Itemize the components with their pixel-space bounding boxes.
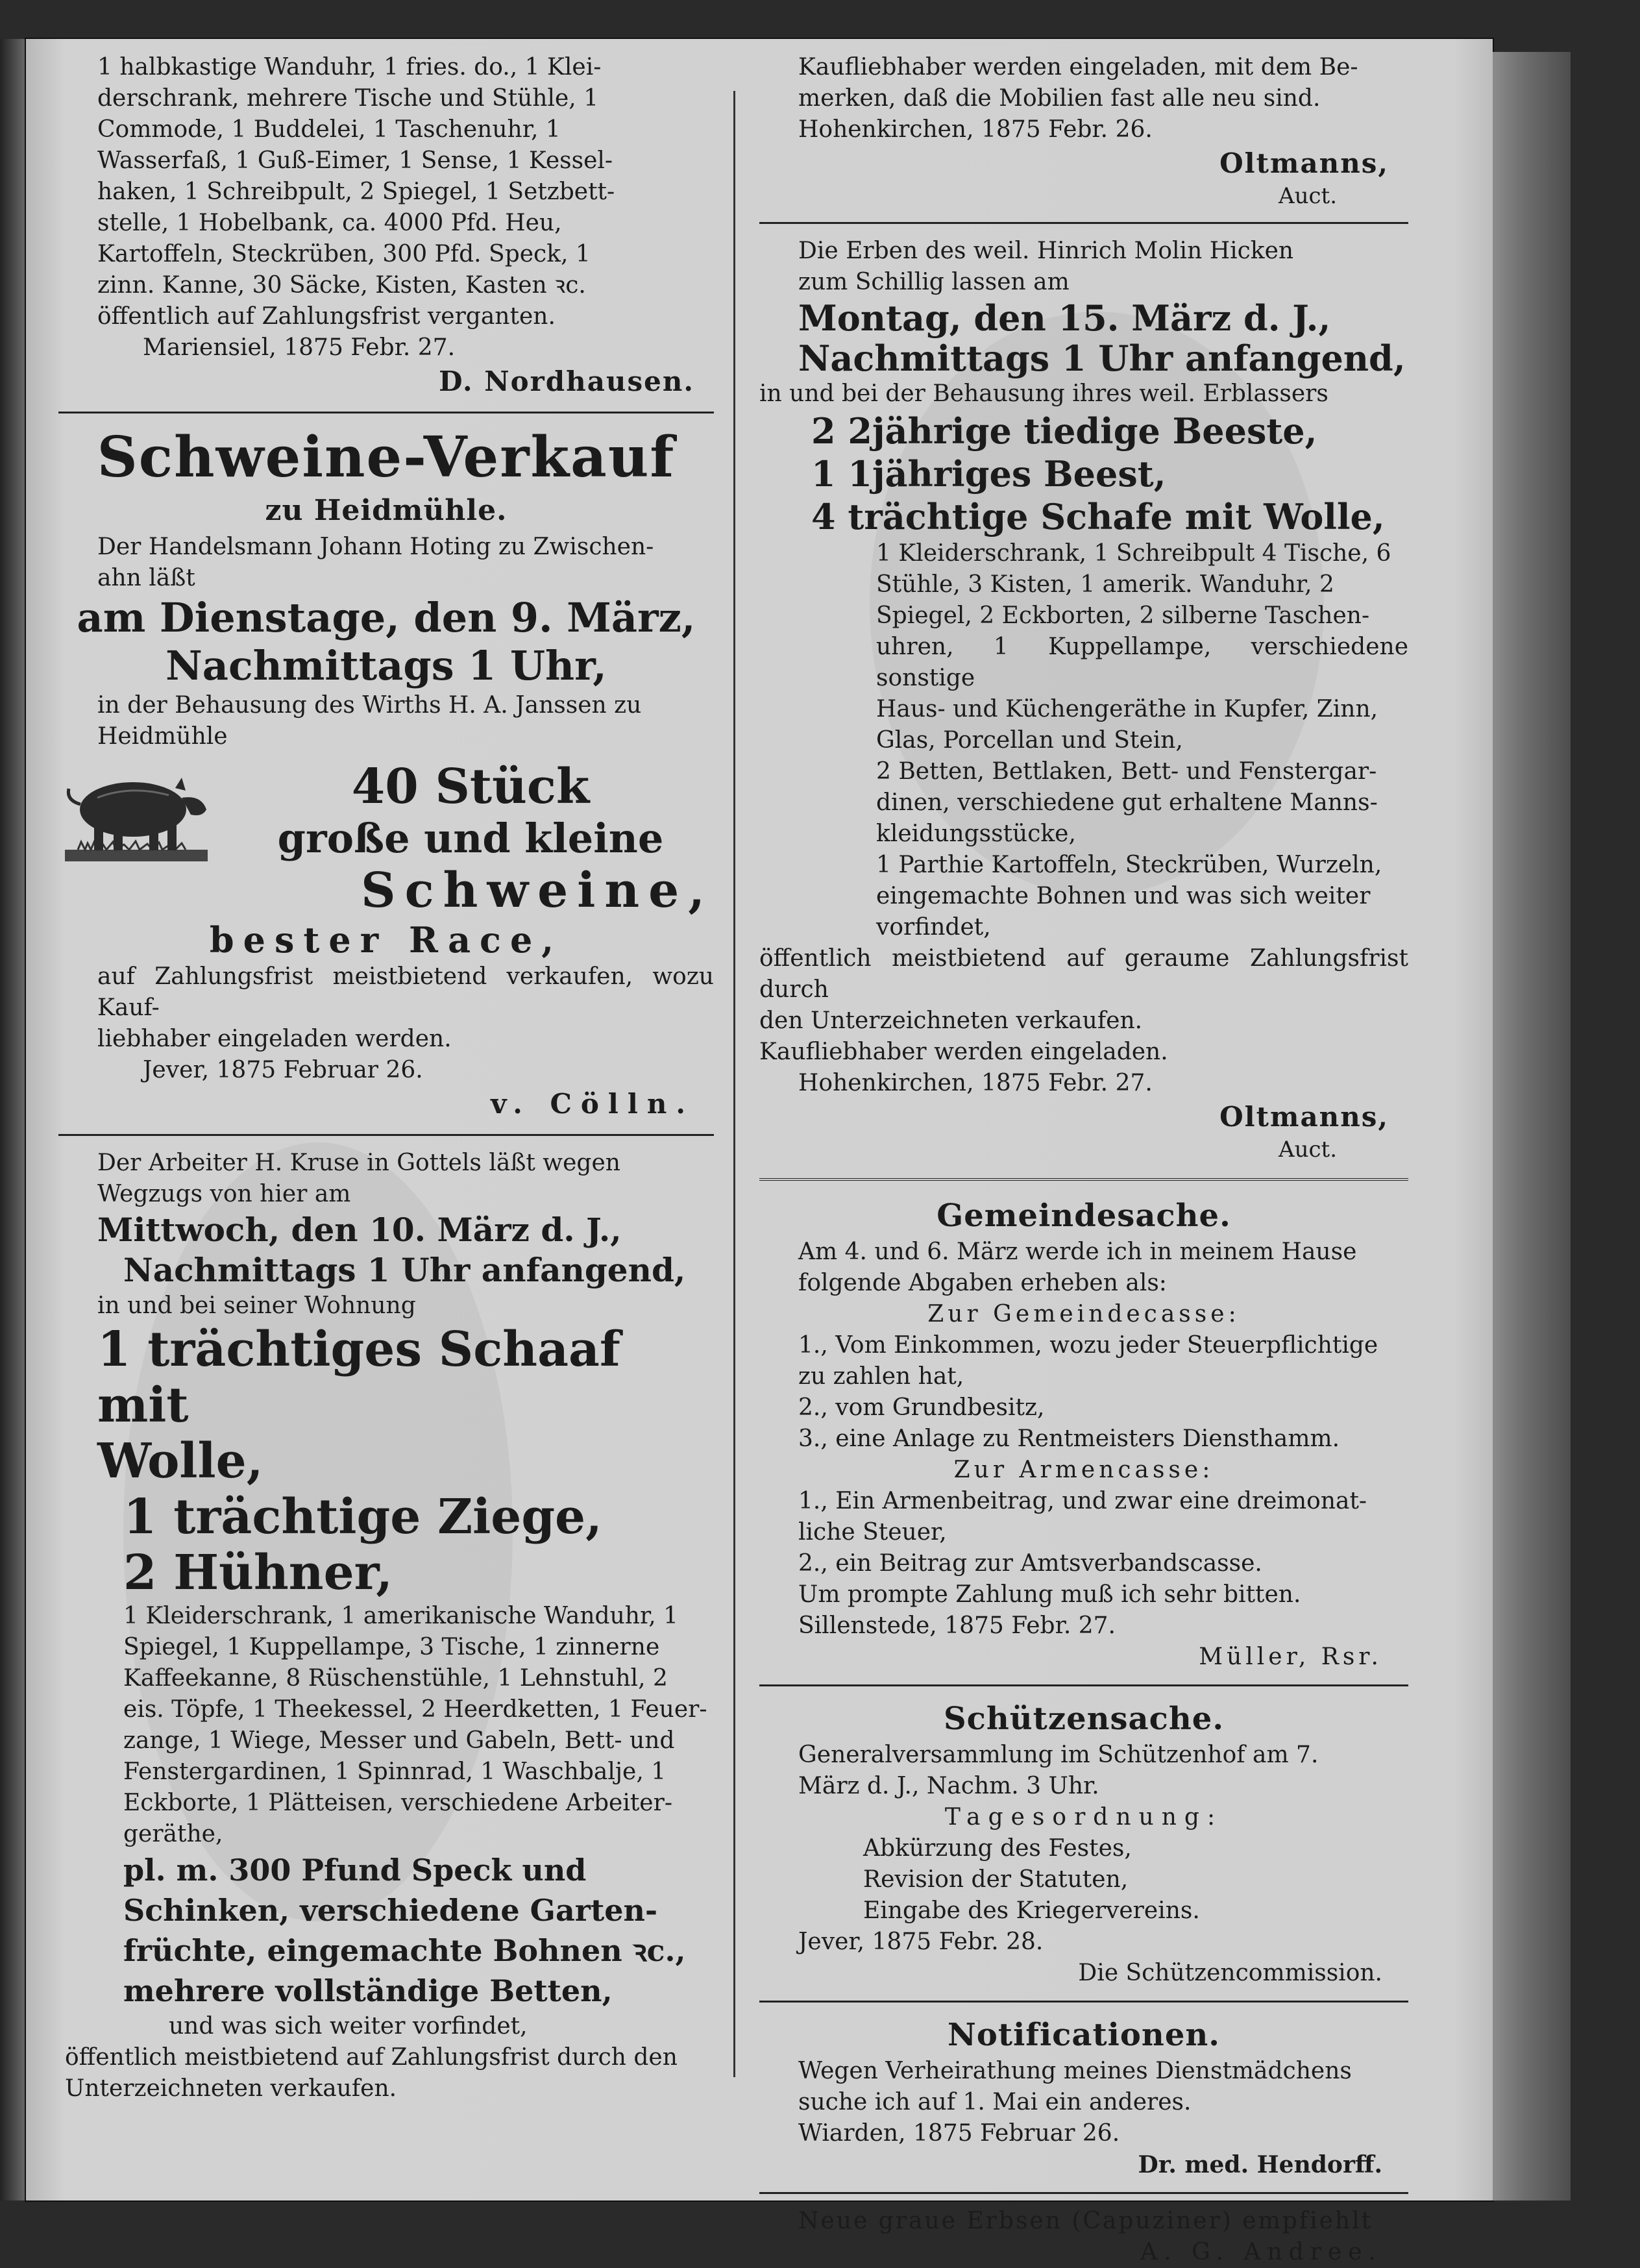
text-line: vorfindet, [876, 914, 991, 941]
intro-text [58, 532, 714, 594]
text-line: zum Schillig lassen am [798, 269, 1070, 295]
text-line: geräthe, [123, 1821, 223, 1847]
text-line: auf Zahlungsfrist meistbietend verkaufen, wozu Kauf- [97, 963, 714, 1021]
divider [759, 2001, 1408, 2003]
text-line: Generalversammlung im Schützenhof am 7. [798, 1742, 1319, 1768]
notice-andree [759, 2206, 1408, 2268]
text-line: 1 halbkastige Wanduhr, 1 fries. do., 1 Klei- [97, 54, 602, 80]
text-line: Wegen Verheirathung meines Dienstmädchens [798, 2058, 1352, 2084]
book-edge [1493, 52, 1571, 2200]
notice-auction-mariensiel [58, 52, 714, 400]
text-line: Kaffeekanne, 8 Rüschenstühle, 1 Lehnstuhl, 2 [123, 1665, 668, 1692]
section-title: Gemeindesache. [936, 1198, 1231, 1234]
text-line: Eingabe des Kriegervereins. [863, 1897, 1200, 1924]
text-line: Schinken, verschiedene Garten- [123, 1893, 658, 1928]
text-line: suche ich auf 1. Mai ein anderes. [798, 2089, 1192, 2115]
text-line: Kaufliebhaber werden eingeladen, mit dem Be- [798, 54, 1358, 80]
date-line: Mittwoch, den 10. März d. J., [97, 1211, 622, 1249]
text-line: Spiegel, 2 Eckborten, 2 silberne Taschen- [876, 602, 1370, 629]
text-line: Revision der Statuten, [863, 1866, 1129, 1893]
text-line: 1 Parthie Kartoffeln, Steckrüben, Wurzeln, [876, 852, 1382, 878]
divider [759, 222, 1408, 224]
text-line: Heidmühle [97, 723, 228, 750]
notice-auction-schillig [759, 236, 1408, 1164]
text-line: den Unterzeichneten verkaufen. [759, 1007, 1143, 1034]
divider [58, 1134, 714, 1136]
right-column [759, 52, 1408, 2268]
place-date: Wiarden, 1875 Februar 26. [798, 2120, 1120, 2147]
text-line: folgende Abgaben erheben als: [798, 1270, 1167, 1296]
text-line: öffentlich meistbietend auf Zahlungsfrist durch den [65, 2044, 678, 2071]
signature: D. Nordhausen. [439, 365, 694, 397]
text-line: pl. m. 300 Pfund Speck und [123, 1853, 587, 1888]
notice-notificationen [759, 2014, 1408, 2180]
text-line: Spiegel, 1 Kuppellampe, 3 Tische, 1 zinnerne [123, 1634, 660, 1660]
pig-text [227, 759, 714, 863]
text-line: 1., Vom Einkommen, wozu jeder Steuerpflichtige [798, 1332, 1378, 1359]
text-line: Um prompte Zahlung muß ich sehr bitten. [798, 1581, 1301, 1608]
item-list [58, 1601, 714, 1850]
highlight-list [58, 1850, 714, 2011]
text-line: Der Arbeiter H. Kruse in Gottels läßt wegen [97, 1150, 620, 1176]
text-line: 2., ein Beitrag zur Amtsverbandscasse. [798, 1550, 1262, 1577]
place-date: Jever, 1875 Febr. 28. [798, 1929, 1044, 1955]
notice-auction-gottels [58, 1148, 714, 2104]
text-line: derschrank, mehrere Tische und Stühle, 1 [97, 85, 599, 112]
section-title: Schützensache. [943, 1701, 1225, 1737]
subheading: Zur Gemeindecasse: [927, 1301, 1240, 1327]
item-list [759, 1330, 1408, 1455]
terms-text [58, 2042, 714, 2104]
time-line: Nachmittags 1 Uhr anfangend, [123, 1251, 686, 1289]
signature: v. Cölln. [491, 1088, 694, 1120]
date-line: Montag, den 15. März d. J., [798, 297, 1331, 339]
notice-gemeindesache [759, 1195, 1408, 1673]
terms-text [58, 961, 714, 1055]
notice-subtitle: zu Heidmühle. [265, 494, 508, 527]
pig-illustration-row [58, 752, 714, 869]
text-line: 2 Betten, Bettlaken, Bett- und Fenstergar- [876, 758, 1377, 785]
signature: A. G. Andree. [1140, 2239, 1382, 2265]
divider [759, 2192, 1408, 2194]
breed-line: bester Race, [209, 919, 563, 961]
animal-line: 4 trächtige Schafe mit Wolle, [811, 496, 1385, 537]
item-list [759, 1486, 1408, 1610]
text-line: liche Steuer, [798, 1519, 947, 1546]
count-line: 40 Stück [351, 759, 590, 815]
column-rule [733, 91, 735, 2077]
place-date: Sillenstede, 1875 Febr. 27. [798, 1612, 1116, 1639]
text-line: Wasserfaß, 1 Guß-Eimer, 1 Sense, 1 Kessel- [97, 147, 613, 174]
animal-line: 1 trächtiges Schaaf mit [97, 1322, 620, 1433]
notice-text [759, 2056, 1408, 2118]
date-line: am Dienstage, den 9. März, [77, 594, 696, 641]
section-title: Notificationen. [948, 2017, 1220, 2053]
signature-role: Auct. [1279, 1137, 1337, 1163]
subheading: Zur Armencasse: [953, 1457, 1214, 1483]
text-line: liebhaber eingeladen werden. [97, 1026, 452, 1052]
text-line: öffentlich meistbietend auf geraume Zahlungsfrist durch [759, 945, 1408, 1003]
text-line: Der Handelsmann Johann Hoting zu Zwischen- [97, 534, 654, 560]
signature: Die Schützencommission. [1078, 1960, 1382, 1986]
intro-text [759, 1740, 1408, 1802]
animal-line: Wolle, [97, 1433, 263, 1489]
animal-line: 1 1jähriges Beest, [811, 453, 1166, 495]
text-line: Stühle, 3 Kisten, 1 amerik. Wanduhr, 2 [876, 571, 1334, 598]
pig-icon [58, 752, 214, 869]
animal-line: 1 trächtige Ziege, [123, 1489, 602, 1545]
text-line: zu zahlen hat, [798, 1363, 964, 1390]
intro-text [759, 236, 1408, 298]
place-date: Mariensiel, 1875 Febr. 27. [143, 334, 456, 361]
item-list [58, 52, 714, 332]
item-list [759, 538, 1408, 943]
location-text [58, 690, 714, 752]
text-line: Fenstergardinen, 1 Spinnrad, 1 Waschbalje, 1 [123, 1758, 667, 1785]
place-date: Hohenkirchen, 1875 Febr. 27. [798, 1070, 1153, 1096]
text-line: Kartoffeln, Steckrüben, 300 Pfd. Speck, 1 [97, 241, 591, 267]
text-line: Wegzugs von hier am [97, 1181, 351, 1207]
notice-continued-hohenkirchen [759, 52, 1408, 210]
text-line: mehrere vollständige Betten, [123, 1973, 613, 2008]
location-text: in und bei seiner Wohnung [97, 1292, 416, 1319]
text-line: zange, 1 Wiege, Messer und Gabeln, Bett- und [123, 1727, 675, 1754]
animal-line: Schweine, [361, 863, 714, 918]
text-line: Glas, Porcellan und Stein, [876, 727, 1183, 754]
continued-text [759, 52, 1408, 114]
text-line: kleidungsstücke, [876, 820, 1076, 847]
text-line: 3., eine Anlage zu Rentmeisters Diensthamm. [798, 1425, 1340, 1452]
text-line: stelle, 1 Hobelbank, ca. 4000 Pfd. Heu, [97, 210, 562, 236]
text-line: eingemachte Bohnen und was sich weiter [876, 883, 1371, 909]
text-line: 1., Ein Armenbeitrag, und zwar eine dreimonat- [798, 1488, 1367, 1514]
text-line: Am 4. und 6. März werde ich in meinem Hause [798, 1239, 1357, 1265]
notice-title: Schweine-Verkauf [97, 425, 676, 490]
text-line: Commode, 1 Buddelei, 1 Taschenuhr, 1 [97, 116, 561, 143]
text-line: Eckborte, 1 Plätteisen, verschiedene Arbeiter- [123, 1790, 672, 1816]
size-line: große und kleine [277, 815, 664, 862]
time-line: Nachmittags 1 Uhr, [165, 642, 607, 689]
text-line: März d. J., Nachm. 3 Uhr. [798, 1773, 1099, 1799]
animal-line: 2 2jährige tiedige Beeste, [811, 410, 1317, 452]
notice-schweine-verkauf [58, 425, 714, 1122]
text-line: Die Erben des weil. Hinrich Molin Hicken [798, 238, 1294, 264]
text-line: Abkürzung des Festes, [863, 1835, 1132, 1862]
divider [58, 412, 714, 413]
text-line: dinen, verschiedene gut erhaltene Manns- [876, 789, 1378, 816]
text-line: haken, 1 Schreibpult, 2 Spiegel, 1 Setzbett- [97, 179, 615, 205]
signature: Oltmanns, [1219, 1101, 1389, 1133]
terms-text [759, 943, 1408, 1068]
divider [759, 1178, 1408, 1181]
intro-text [58, 1148, 714, 1210]
animal-line: 2 Hühner, [123, 1545, 393, 1601]
intro-text [759, 1237, 1408, 1299]
notice-text: Neue graue Erbsen (Capuziner) empfiehlt [798, 2208, 1373, 2234]
text-line: zinn. Kanne, 30 Säcke, Kisten, Kasten ꝛc. [97, 272, 586, 299]
notice-schuetzensache [759, 1698, 1408, 1989]
signature: Müller, Rsr. [1199, 1644, 1382, 1670]
text-line: merken, daß die Mobilien fast alle neu sind. [798, 85, 1321, 112]
text-line: 1 Kleiderschrank, 1 amerikanische Wanduhr, 1 [123, 1603, 679, 1629]
text-line: ahn läßt [97, 565, 195, 591]
text-line: eis. Töpfe, 1 Theekessel, 2 Heerdketten, 1 Feuer- [123, 1696, 707, 1723]
previous-page-edge [0, 39, 26, 2200]
signature: Oltmanns, [1219, 147, 1389, 179]
subheading: Tagesordnung: [944, 1804, 1223, 1830]
text-line: Kaufliebhaber werden eingeladen. [759, 1039, 1168, 1065]
text-line: uhren, 1 Kuppellampe, verschiedene sonstige [876, 634, 1408, 691]
location-text: in und bei der Behausung ihres weil. Erblassers [759, 380, 1328, 407]
text-line: öffentlich auf Zahlungsfrist verganten. [97, 303, 556, 330]
left-column [58, 52, 714, 2104]
place-date: Jever, 1875 Februar 26. [143, 1057, 423, 1083]
text-line: Haus- und Küchengeräthe in Kupfer, Zinn, [876, 696, 1378, 722]
text-line: Unterzeichneten verkaufen. [65, 2075, 397, 2102]
text-line: früchte, eingemachte Bohnen ꝛc., [123, 1933, 686, 1968]
place-date: Hohenkirchen, 1875 Febr. 26. [798, 116, 1153, 143]
signature-role: Auct. [1279, 183, 1337, 209]
text-line: 1 Kleiderschrank, 1 Schreibpult 4 Tische, 6 [876, 540, 1391, 567]
more-text: und was sich weiter vorfindet, [169, 2013, 528, 2040]
signature: Dr. med. Hendorff. [1138, 2151, 1382, 2178]
text-line: in der Behausung des Wirths H. A. Janssen zu [97, 692, 642, 719]
text-line: 2., vom Grundbesitz, [798, 1394, 1045, 1421]
divider [759, 1684, 1408, 1686]
agenda-list [759, 1833, 1408, 1927]
time-line: Nachmittags 1 Uhr anfangend, [798, 338, 1406, 379]
